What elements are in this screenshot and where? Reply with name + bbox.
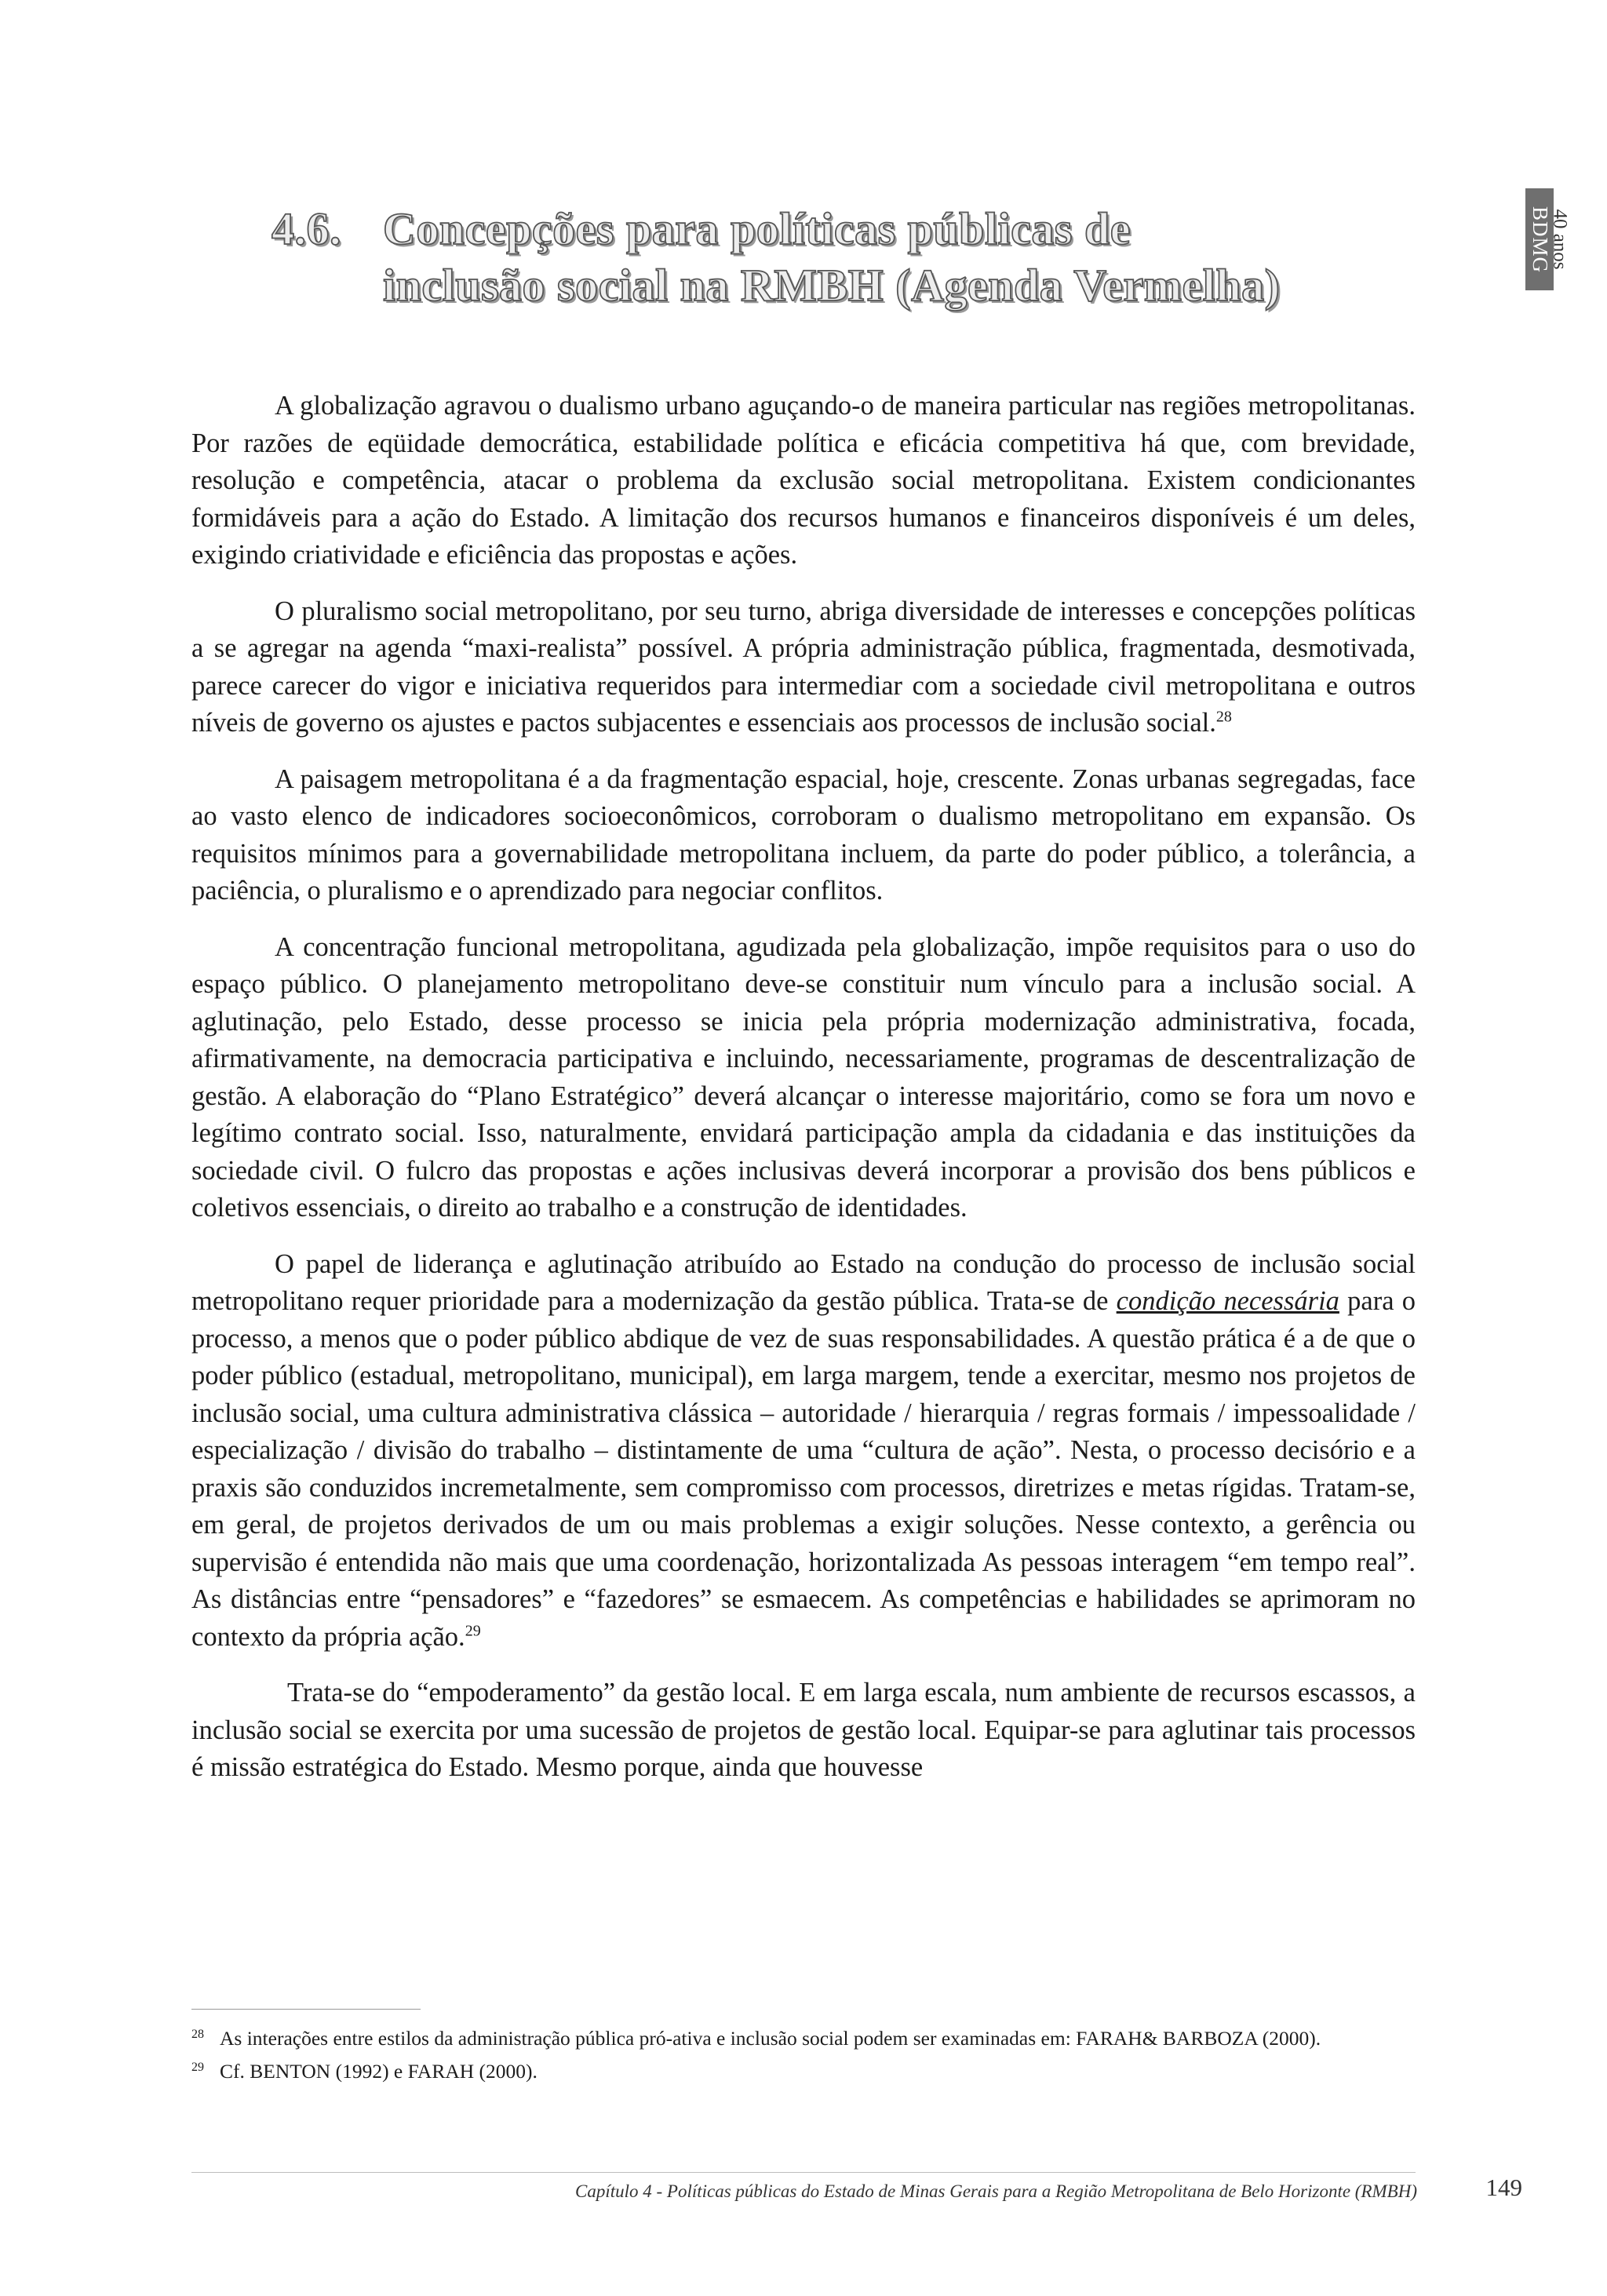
footnote-number: 29 <box>191 2061 204 2074</box>
side-tab-sublabel: 40 anos <box>1550 209 1572 270</box>
footnote-ref-29: 29 <box>465 1622 481 1639</box>
footnote-item <box>191 2059 1416 2084</box>
paragraph-1-text: A globalização agravou o dualismo urbano aguçando-o de maneira particular nas regiões metropolitanas. Por razões de eqüidade democrática, estabilidade política e eficácia competitiva há que, com brevidade, resolução e competência, atacar o problema da exclusão social metropolitana. Existem condicionantes formidáveis para a ação do Estado. A limitação dos recursos humanos e financeiros disponíveis é um deles, exigindo criatividade e eficiência das propostas e ações. <box>191 391 1416 570</box>
paragraph-5-text-a: O papel de liderança e aglutinação atribuído ao Estado na condução do processo de inclusão social metropolitano requer prioridade para a modernização da gestão pública. Trata-se de <box>191 1248 1416 1316</box>
paragraph-5-text-b: para o processo, a menos que o poder público abdique de vez de suas responsabilidades. A questão prática é a de que o poder público (estadual, metropolitano, municipal), em larga margem, tende a exercitar, mesmo nos projetos de inclusão social, uma cultura administrativa clássica – autoridade / hierarquia / regras formais / impessoalidade / especialização / divisão do trabalho – distintamente de uma “cultura de ação”. Nesta, o processo decisório e a praxis são conduzidos incremetalmente, sem compromisso com processos, diretrizes e metas rígidas. Tratam-se, em geral, de projetos derivados de um ou mais problemas a exigir soluções. Nesse contexto, a gerência ou supervisão é entendida não mais que uma coordenação, horizontalizada As pessoas interagem “em tempo real”. As distâncias entre “pensadores” e “fazedores” se esmaecem. As competências e habilidades se aprimoram no contexto da própria ação. <box>191 1286 1416 1652</box>
paragraph <box>191 1246 1416 1656</box>
footnotes <box>191 2026 1416 2092</box>
footnote-separator <box>191 2009 421 2010</box>
side-tab-sublabel-box <box>1549 188 1571 290</box>
section-number: 4.6. <box>271 203 341 254</box>
emphasized-term: condição necessária <box>1116 1286 1339 1316</box>
footer-rule <box>191 2172 1416 2173</box>
section-title-line-2: inclusão social na RMBH (Agenda Vermelha) <box>383 260 1281 311</box>
side-tab-label: BDMG <box>1528 206 1552 273</box>
paragraph-2-text: O pluralismo social metropolitano, por seu turno, abriga diversidade de interesses e concepções políticas a se agregar na agenda “maxi-realista” possível. A própria administração pública, fragmentada, desmotivada, parece carecer do vigor e iniciativa requeridos para intermediar com a sociedade civil metropolitana e outros níveis de governo os ajustes e pactos subjacentes e essenciais aos processos de inclusão social. <box>191 596 1416 738</box>
footnote-item <box>191 2026 1416 2051</box>
footnote-ref-28: 28 <box>1215 708 1232 726</box>
paragraph <box>191 593 1416 742</box>
footnote-number: 28 <box>191 2028 204 2041</box>
body-text <box>191 388 1416 1806</box>
publisher-side-tab <box>1525 188 1572 290</box>
paragraph-3-text: A paisagem metropolitana é a da fragmentação espacial, hoje, crescente. Zonas urbanas segregadas, face ao vasto elenco de indicadores socioeconômicos, corroboram o dualismo metropolitano em expansão. Os requisitos mínimos para a governabilidade metropolitana incluem, da parte do poder público, a tolerância, a paciência, o pluralismo e o aprendizado para negociar conflitos. <box>191 764 1416 906</box>
paragraph <box>191 761 1416 910</box>
page-number: 149 <box>1485 2174 1522 2201</box>
footnote-text: Cf. BENTON (1992) e FARAH (2000). <box>220 2060 537 2083</box>
paragraph <box>191 929 1416 1227</box>
paragraph-4-text: A concentração funcional metropolitana, agudizada pela globalização, impõe requisitos para o uso do espaço público. O planejamento metropolitano deve-se constituir num vínculo para a inclusão social. A aglutinação, pelo Estado, desse processo se inicia pela própria modernização administrativa, focada, afirmativamente, na democracia participativa e incluindo, necessariamente, programas de descentralização de gestão. A elaboração do “Plano Estratégico” deverá alcançar o interesse majoritário, como se fora um novo e legítimo contrato social. Isso, naturalmente, envidará participação ampla da cidadania e das instituições da sociedade civil. O fulcro das propostas e ações inclusivas deverá incorporar a provisão dos bens públicos e coletivos essenciais, o direito ao trabalho e a construção de identidades. <box>191 931 1416 1223</box>
section-title-line-1: Concepções para políticas públicas de <box>383 203 1131 254</box>
paragraph <box>191 1675 1416 1787</box>
paragraph <box>191 388 1416 574</box>
paragraph-6-text: Trata-se do “empoderamento” da gestão local. E em larga escala, num ambiente de recursos escassos, a inclusão social se exercita por uma sucessão de projetos de gestão local. Equipar-se para aglutinar tais processos é missão estratégica do Estado. Mesmo porque, ainda que houvesse <box>191 1678 1416 1782</box>
running-footer: Capítulo 4 - Políticas públicas do Estado de Minas Gerais para a Região Metropolitana de Belo Horizonte (RMBH) <box>574 2181 1417 2201</box>
footnote-text: As interações entre estilos da administração pública pró-ativa e inclusão social podem ser examinadas em: FARAH& BARBOZA (2000). <box>220 2027 1321 2050</box>
